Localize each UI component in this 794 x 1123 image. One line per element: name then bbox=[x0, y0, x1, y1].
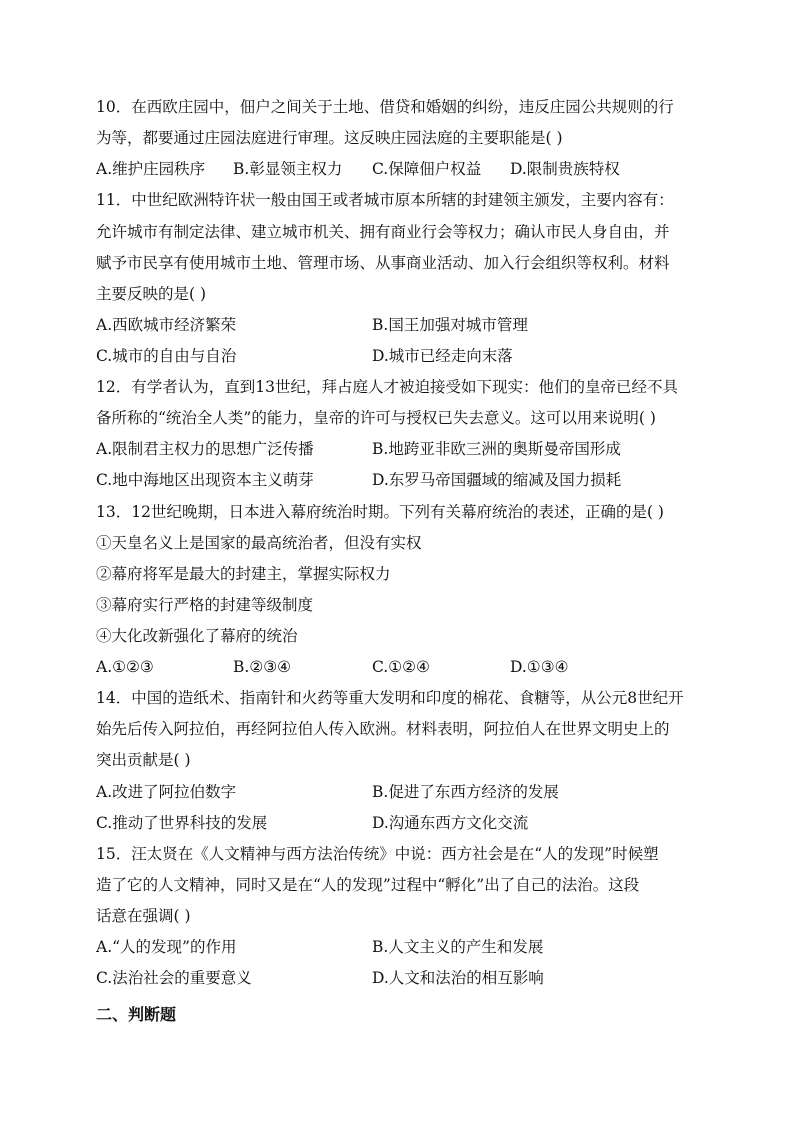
q15-stem-line-1: 15．汪太贤在《人文精神与西方法治传统》中说：西方社会是在“人的发现”时候塑 bbox=[96, 845, 659, 863]
q12-option-b[interactable]: B.地跨亚非欧三洲的奥斯曼帝国形成 bbox=[372, 440, 621, 458]
q11-option-c[interactable]: C.城市的自由与自治 bbox=[96, 347, 237, 365]
q10-option-b[interactable]: B.彰显领主权力 bbox=[233, 160, 343, 178]
q15-option-a[interactable]: A.“人的发现”的作用 bbox=[96, 938, 237, 956]
q13-stem-line-1: 13．12世纪晚期，日本进入幕府统治时期。下列有关幕府统治的表述，正确的是( ) bbox=[96, 503, 664, 521]
q13-statement-3: ③幕府实行严格的封建等级制度 bbox=[96, 596, 314, 614]
q12-option-d[interactable]: D.东罗马帝国疆域的缩减及国力损耗 bbox=[372, 471, 622, 489]
q12-stem-line-1: 12．有学者认为，直到13世纪，拜占庭人才被迫接受如下现实：他们的皇帝已经不具 bbox=[96, 378, 678, 396]
q12-option-c[interactable]: C.地中海地区出现资本主义萌芽 bbox=[96, 471, 314, 489]
section-title-true-false: 二、判断题 bbox=[96, 1005, 177, 1024]
q13-option-c[interactable]: C.①②④ bbox=[372, 658, 430, 676]
q15-stem-line-3: 话意在强调( ) bbox=[96, 907, 191, 925]
q13-option-b[interactable]: B.②③④ bbox=[233, 658, 292, 676]
q13-statement-4: ④大化改新强化了幕府的统治 bbox=[96, 627, 298, 645]
q14-option-b[interactable]: B.促进了东西方经济的发展 bbox=[372, 783, 559, 801]
q13-statement-2: ②幕府将军是最大的封建主，掌握实际权力 bbox=[96, 565, 391, 583]
q15-option-c[interactable]: C.法治社会的重要意义 bbox=[96, 969, 252, 987]
q11-stem-line-4: 主要反映的是( ) bbox=[96, 285, 207, 303]
q14-stem-line-2: 始先后传入阿拉伯，再经阿拉伯人传入欧洲。材料表明，阿拉伯人在世界文明史上的 bbox=[96, 720, 670, 738]
q10-option-d[interactable]: D.限制贵族特权 bbox=[510, 160, 620, 178]
q10-option-c[interactable]: C.保障佃户权益 bbox=[372, 160, 482, 178]
q13-option-a[interactable]: A.①②③ bbox=[96, 658, 154, 676]
q12-option-a[interactable]: A.限制君主权力的思想广泛传播 bbox=[96, 440, 314, 458]
q11-stem-line-3: 赋予市民享有使用城市土地、管理市场、从事商业活动、加入行会组织等权利。材料 bbox=[96, 254, 670, 272]
q10-stem-line-2: 为等，都要通过庄园法庭进行审理。这反映庄园法庭的主要职能是( ) bbox=[96, 129, 563, 147]
q14-stem-line-3: 突出贡献是( ) bbox=[96, 751, 191, 769]
q15-option-b[interactable]: B.人文主义的产生和发展 bbox=[372, 938, 544, 956]
q11-option-d[interactable]: D.城市已经走向末落 bbox=[372, 347, 513, 365]
q11-option-a[interactable]: A.西欧城市经济繁荣 bbox=[96, 316, 237, 334]
q11-stem-line-1: 11．中世纪欧洲特许状一般由国王或者城市原本所辖的封建领主颁发，主要内容有： bbox=[96, 191, 674, 209]
q11-stem-line-2: 允许城市有制定法律、建立城市机关、拥有商业行会等权力；确认市民人身自由，并 bbox=[96, 223, 670, 241]
q11-option-b[interactable]: B.国王加强对城市管理 bbox=[372, 316, 528, 334]
q15-option-d[interactable]: D.人文和法治的相互影响 bbox=[372, 969, 544, 987]
q10-stem-line-1: 10．在西欧庄园中，佃户之间关于土地、借贷和婚姻的纠纷，违反庄园公共规则的行 bbox=[96, 98, 674, 116]
q14-stem-line-1: 14．中国的造纸术、指南针和火药等重大发明和印度的棉花、食糖等，从公元8世纪开 bbox=[96, 689, 684, 707]
q13-statement-1: ①天皇名义上是国家的最高统治者，但没有实权 bbox=[96, 534, 422, 552]
q12-stem-line-2: 备所称的“统治全人类”的能力，皇帝的许可与授权已失去意义。这可以用来说明( ) bbox=[96, 409, 656, 427]
q14-option-d[interactable]: D.沟通东西方文化交流 bbox=[372, 814, 529, 832]
q13-option-d[interactable]: D.①③④ bbox=[510, 658, 569, 676]
q15-stem-line-2: 造了它的人文精神，同时又是在“人的发现”过程中“孵化”出了自己的法治。这段 bbox=[96, 876, 640, 894]
q10-option-a[interactable]: A.维护庄园秩序 bbox=[96, 160, 206, 178]
q14-option-c[interactable]: C.推动了世界科技的发展 bbox=[96, 814, 268, 832]
q14-option-a[interactable]: A.改进了阿拉伯数字 bbox=[96, 783, 237, 801]
